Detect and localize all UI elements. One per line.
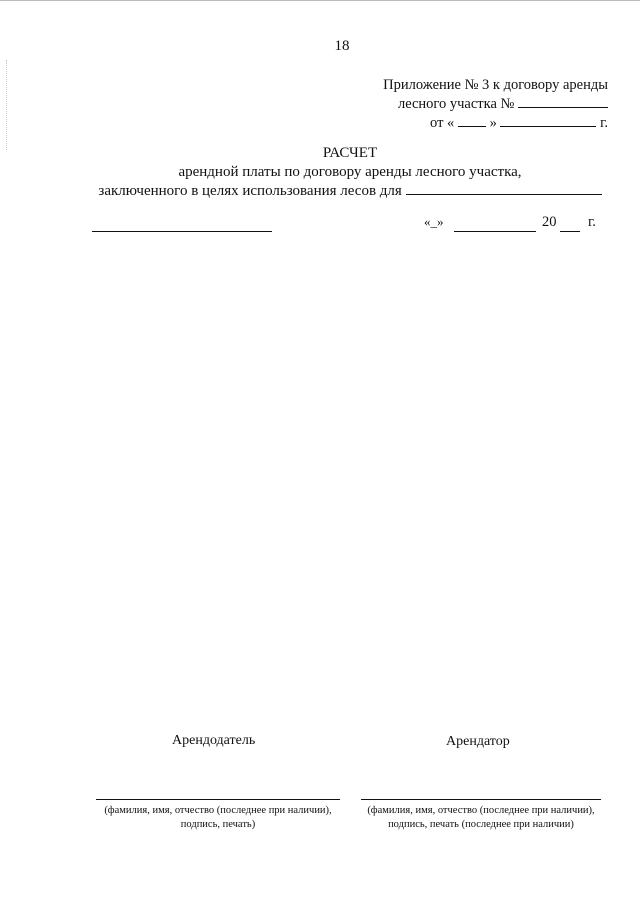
lessee-caption (356, 804, 606, 832)
lessee-title: Арендатор (446, 734, 510, 749)
page-top-edge (0, 0, 640, 1)
title-line-2 (40, 182, 640, 201)
title-block (40, 144, 640, 201)
year-prefix: 20 (542, 214, 557, 230)
appendix-line-2 (383, 95, 608, 114)
lessee-caption-line-2: подпись, печать (последнее при наличии) (388, 819, 574, 830)
year-suffix: г. (588, 214, 596, 230)
appendix-year-abbr: г. (600, 115, 608, 131)
place-blank (92, 215, 272, 232)
appendix-block (383, 76, 608, 133)
appendix-line-1: Приложение № 3 к договору аренды (383, 77, 608, 93)
appendix-line-3 (383, 114, 608, 133)
appendix-from-label: от « (430, 115, 455, 131)
lessee-signature-line (361, 799, 601, 800)
lessor-signature-line (96, 799, 340, 800)
title-line-2-text: заключенного в целях использования лесов для (98, 183, 402, 199)
page-left-edge (6, 60, 7, 150)
lessor-title: Арендодатель (172, 733, 256, 748)
date-quote: «_» (424, 214, 444, 229)
page-number: 18 (334, 38, 350, 54)
lessor-caption-line-2: подпись, печать) (180, 819, 256, 830)
appendix-quote-close: » (489, 115, 497, 131)
title-line-1: арендной платы по договору аренды лесного участка, (178, 164, 522, 180)
lessor-caption (92, 804, 344, 832)
appendix-contract-label: лесного участка № (397, 96, 515, 112)
day-blank (458, 114, 486, 127)
lessor-caption-line-1: (фамилия, имя, отчество (последнее при наличии), (104, 805, 332, 816)
date-month-blank (454, 215, 536, 232)
contract-number-blank (518, 95, 608, 108)
year-blank (560, 215, 580, 232)
purpose-blank (406, 182, 602, 195)
lessee-caption-line-1: (фамилия, имя, отчество (последнее при наличии), (367, 805, 595, 816)
document-heading: РАСЧЕТ (322, 145, 378, 161)
month-year-blank (500, 114, 596, 127)
